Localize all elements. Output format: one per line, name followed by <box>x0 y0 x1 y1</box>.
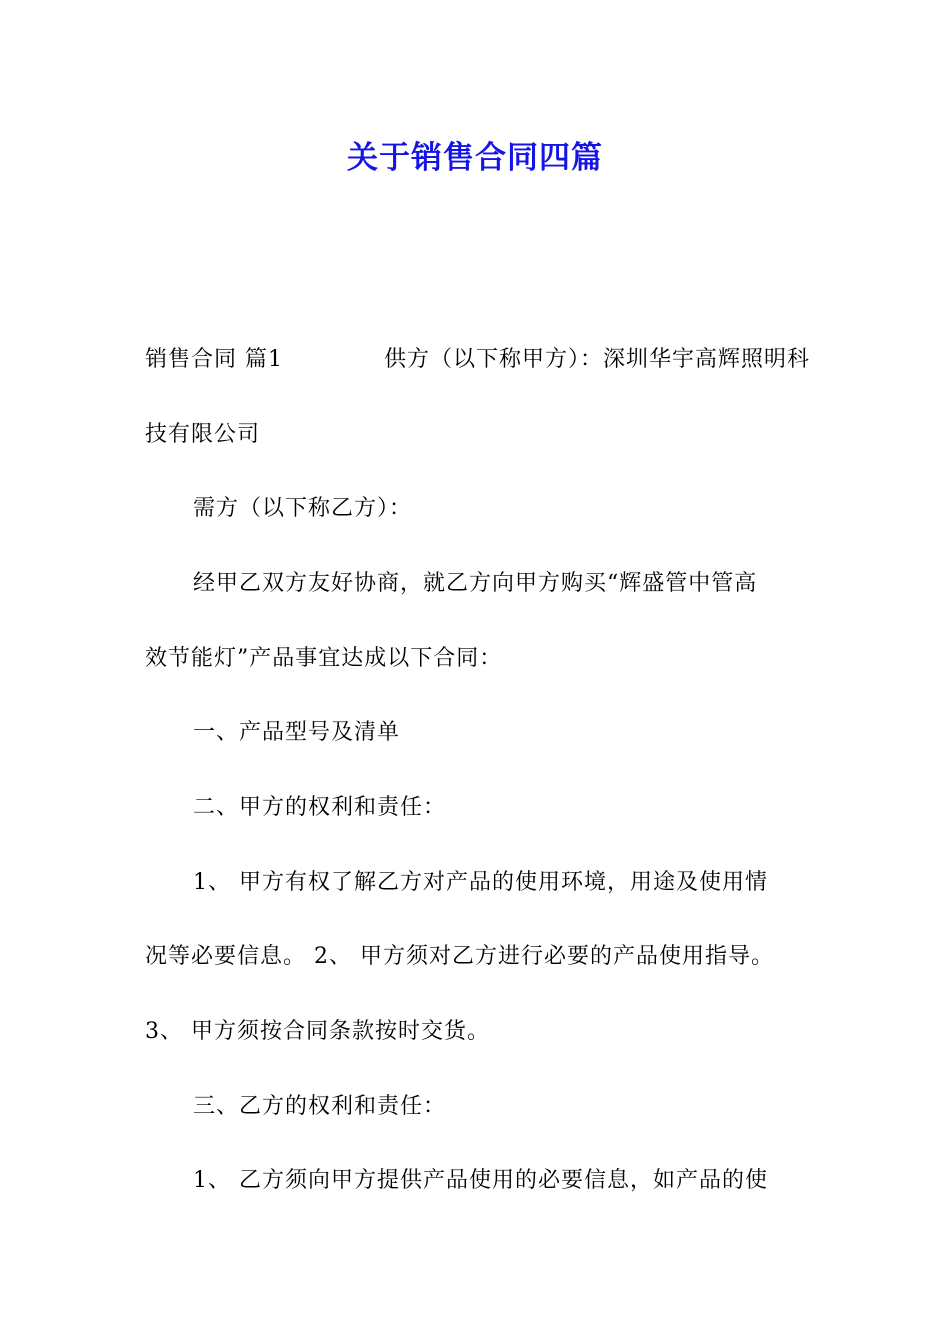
paragraph-line: 二、甲方的权利和责任： <box>193 795 447 820</box>
document-title: 关于销售合同四篇 <box>347 140 603 176</box>
section-heading: 销售合同 篇1 <box>145 347 283 372</box>
paragraph-line: 一、产品型号及清单 <box>193 720 401 745</box>
paragraph-line: 效节能灯”产品事宜达成以下合同： <box>145 646 503 671</box>
supplier-text: 供方（以下称甲方）：深圳华宇高辉照明科 <box>383 347 810 372</box>
paragraph-line: 需方（以下称乙方）： <box>193 496 413 521</box>
paragraph-line: 3、 甲方须按合同条款按时交货。 <box>145 1019 490 1044</box>
paragraph-line: 1、 乙方须向甲方提供产品使用的必要信息，如产品的使 <box>193 1168 768 1193</box>
paragraph-line: 况等必要信息。 2、 甲方须对乙方进行必要的产品使用指导。 <box>145 944 774 969</box>
paragraph-line: 1、 甲方有权了解乙方对产品的使用环境，用途及使用情 <box>193 870 768 895</box>
paragraph-line: 三、乙方的权利和责任： <box>193 1094 447 1119</box>
paragraph-line <box>145 345 810 375</box>
paragraph-line: 技有限公司 <box>145 422 261 447</box>
paragraph-line: 经甲乙双方友好协商，就乙方向甲方购买“辉盛管中管高 <box>193 571 758 596</box>
